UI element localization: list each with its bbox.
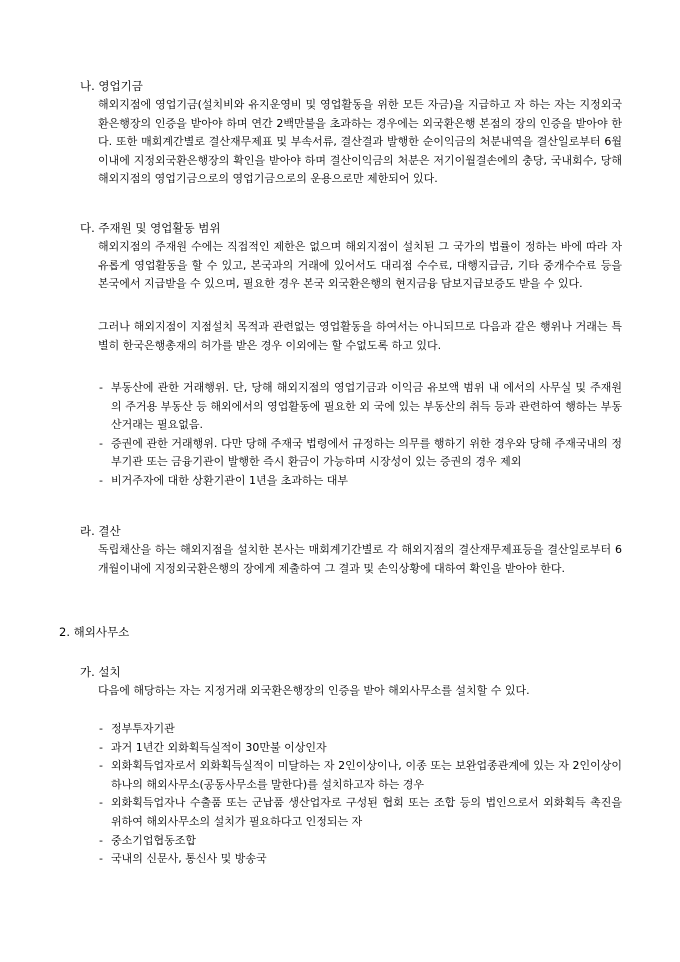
list-item: - 국내의 신문사, 통신사 및 방송국: [98, 850, 622, 869]
section-heading-overseas-office: 2. 해외사무소: [59, 625, 130, 639]
list-item: - 정부투자기관: [98, 720, 622, 739]
staff-scope-paragraph: 해외지점의 주재원 수에는 직접적인 제한은 없으며 해외지점이 설치된 그 국가의 법률이 정하는 바에 따라 자유롭게 영업활동을 할 수 있고, 본국과의 거래에 있어서도 대리점 수수료, 대행지급금, 기타 중개수수료 등을 본국에서 지급받을 수 있으며, 필요한 경우 본국 외국환은행의 현지금융 담보지급보증도 받을 수 있다.: [98, 240, 622, 291]
list-item: - 비거주자에 대한 상환기관이 1년을 초과하는 대부: [98, 472, 622, 491]
operating-fund-paragraph: 해외지점에 영업기금(설치비와 유지운영비 및 영업활동을 위한 모든 자금)을 지급하고 자 하는 자는 지정외국환은행장의 인증을 받아야 하며 연간 2백만불을 초과하는 경우에는 외국환은행 본점의 장의 인증을 받아야 한다. 또한 매회계간별로 결산재무제표 및 부속서류, 결산결과 발행한 순이익금의 처분내역을 결산일로부터 6월이내에 지정외국환은행장의 확인을 받아야 하며 결산이익금의 처분은 저기이월결손에의 충당, 국내회수, 당해 해외지점의 영업기금으로의 영업기금으로의 운용으로만 제한되어 있다.: [98, 98, 622, 186]
list-item: - 외화획득업자로서 외화획득실적이 미달하는 자 2인이상이나, 이종 또는 보완업종관계에 있는 자 2인이상이 하나의 해외사무소(공동사무소를 말한다)를 설치하고자 하는 경우: [98, 757, 622, 794]
list-item: - 중소기업협동조합: [98, 832, 622, 851]
section-heading-staff-scope: 다. 주재원 및 영업활동 범위: [80, 221, 221, 235]
list-item: - 과거 1년간 외화획득실적이 30만불 이상인자: [98, 739, 622, 758]
establishment-paragraph: 다음에 해당하는 자는 지정거래 외국환은행장의 인증을 받아 해외사무소를 설치할 수 있다.: [98, 684, 530, 697]
list-item: - 부동산에 관한 거래행위. 단, 당해 해외지점의 영업기금과 이익금 유보액 범위 내 에서의 사무실 및 주재원의 주거용 부동산 등 해외에서의 영업활동에 필요한 외 국에 있는 부동산의 취득 등과 관련하여 행하는 부동산거래는 필요없음.: [98, 379, 622, 435]
section-heading-establishment: 가. 설치: [80, 665, 121, 679]
restriction-paragraph: 그러나 해외지점이 지점설치 목적과 관련없는 영업활동을 하여서는 아니되므로 다음과 같은 행위나 거래는 특별히 한국은행총재의 허가를 받은 경우 이외에는 할 수없도록 하고 있다.: [98, 320, 622, 352]
settlement-paragraph: 독립채산을 하는 해외지점을 설치한 본사는 매회계기간별로 각 해외지점의 결산재무제표등을 결산일로부터 6개월이내에 지정외국환은행의 장에게 제출하여 그 결과 및 손익상황에 대하여 확인을 받아야 한다.: [98, 543, 622, 575]
section-heading-settlement: 라. 결산: [80, 524, 121, 538]
list-item: - 외화획득업자나 수출품 또는 군납품 생산업자로 구성된 협회 또는 조합 등의 법인으로서 외화획득 촉진을 위하여 해외사무소의 설치가 필요하다고 인정되는 자: [98, 794, 622, 831]
restriction-list: [98, 379, 622, 491]
list-item: - 증권에 관한 거래행위. 다만 당해 주재국 법령에서 규정하는 의무를 행하기 위한 경우와 당해 주재국내의 정부기관 또는 금융기관이 발행한 즉시 환금이 가능하며 시장성이 있는 증권의 경우 제외: [98, 435, 622, 472]
section-heading-operating-fund: 나. 영업기금: [80, 79, 143, 93]
eligible-list: [98, 720, 622, 869]
